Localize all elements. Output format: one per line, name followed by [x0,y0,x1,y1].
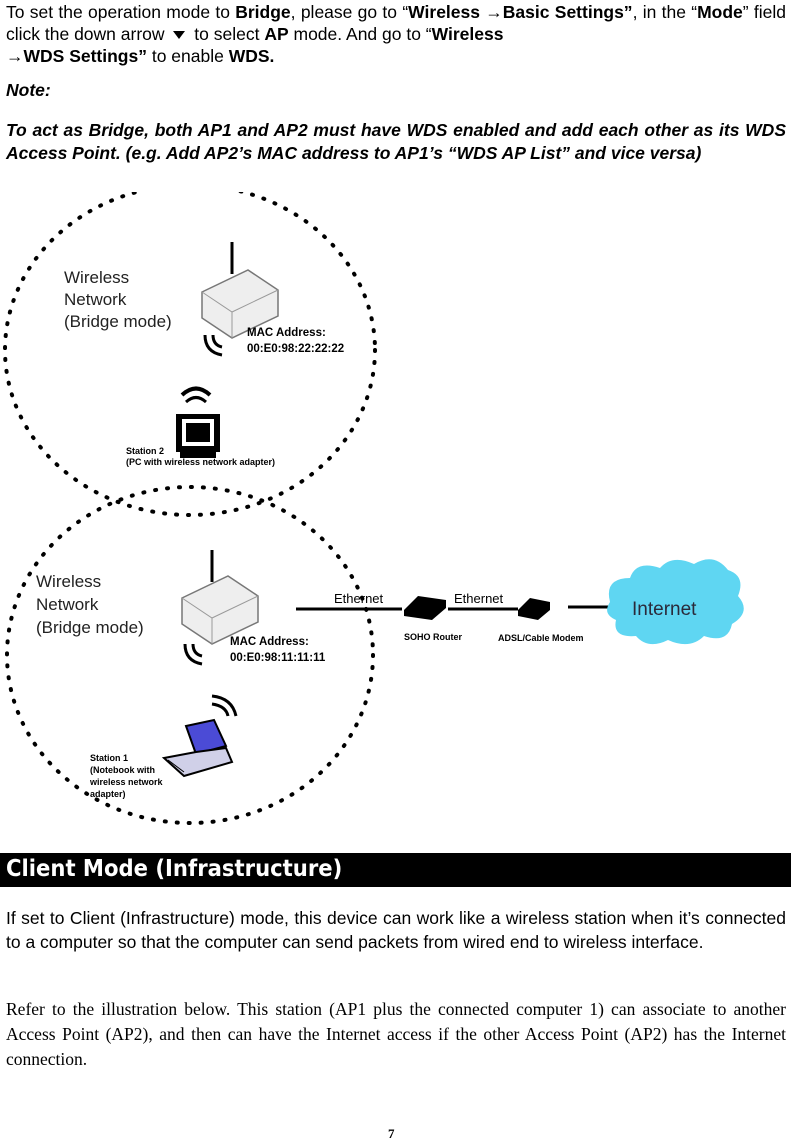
access-point-icon [182,550,258,644]
section-title: Client Mode (Infrastructure) [6,856,343,882]
pc-icon [176,389,220,459]
wireless-signal-icon [185,644,202,664]
bottom-mac-label: MAC Address: [230,636,309,648]
top-mac-address: 00:E0:98:22:22:22 [247,343,345,355]
wireless-signal-icon [212,696,236,716]
station2-line-1: Station 2 [126,446,165,456]
access-point-icon [202,242,278,338]
bottom-network-line-1: Wireless [36,572,102,591]
notebook-icon [164,720,232,776]
bridge-instructions: To set the operation mode to Bridge, please go to “Wireless →Basic Settings”, in the “Mode” field click the down arrow to select AP mode. And go to “Wireless →WDS Settings” to enable WDS. [6,2,786,66]
wireless-signal-icon [205,335,222,355]
client-mode-description: If set to Client (Infrastructure) mode, this device can work like a wireless station when it’s connected to a computer so that the computer can send packets from wired end to wireless interface. [6,908,786,952]
station2-line-2: (PC with wireless network adapter) [126,457,276,467]
top-network-line-2: Network [64,290,127,309]
station1-line-3: wireless network [90,777,163,787]
top-network-line-3: (Bridge mode) [64,312,172,331]
station1-line-1: Station 1 [90,753,129,763]
bottom-network-line-2: Network [36,595,99,614]
internet-label: Internet [632,599,697,620]
ethernet-label-2: Ethernet [454,591,504,606]
bridge-mode-diagram [0,192,791,832]
down-arrow-icon [173,31,185,39]
note-body: To act as Bridge, both AP1 and AP2 must have WDS enabled and add each other as its WDS Access Point. (e.g. Add AP2’s MAC address to AP1’s “WDS AP List” and vice versa) [6,120,786,163]
page-number: 7 [388,1126,395,1141]
adsl-modem-label: ADSL/Cable Modem [498,633,584,643]
soho-router-label: SOHO Router [404,632,463,642]
bottom-network-line-3: (Bridge mode) [36,618,144,637]
note-label: Note: [6,80,51,100]
station1-line-4: adapter) [90,789,126,799]
client-mode-illustration-note: Refer to the illustration below. This station (AP1 plus the connected computer 1) can associate to another Access Point (AP2), and then can have the Internet access if the other Access Point (AP2) has the Internet connection. [6,999,786,1069]
bottom-mac-address: 00:E0:98:11:11:11 [230,652,326,664]
top-mac-label: MAC Address: [247,327,326,339]
modem-icon [518,598,550,620]
section-header [0,853,791,887]
router-icon [404,596,446,620]
station1-line-2: (Notebook with [90,765,155,775]
right-arrow-icon: → [485,2,503,22]
ethernet-label-1: Ethernet [334,591,384,606]
right-arrow-icon: → [6,46,24,66]
top-network-line-1: Wireless [64,268,130,287]
